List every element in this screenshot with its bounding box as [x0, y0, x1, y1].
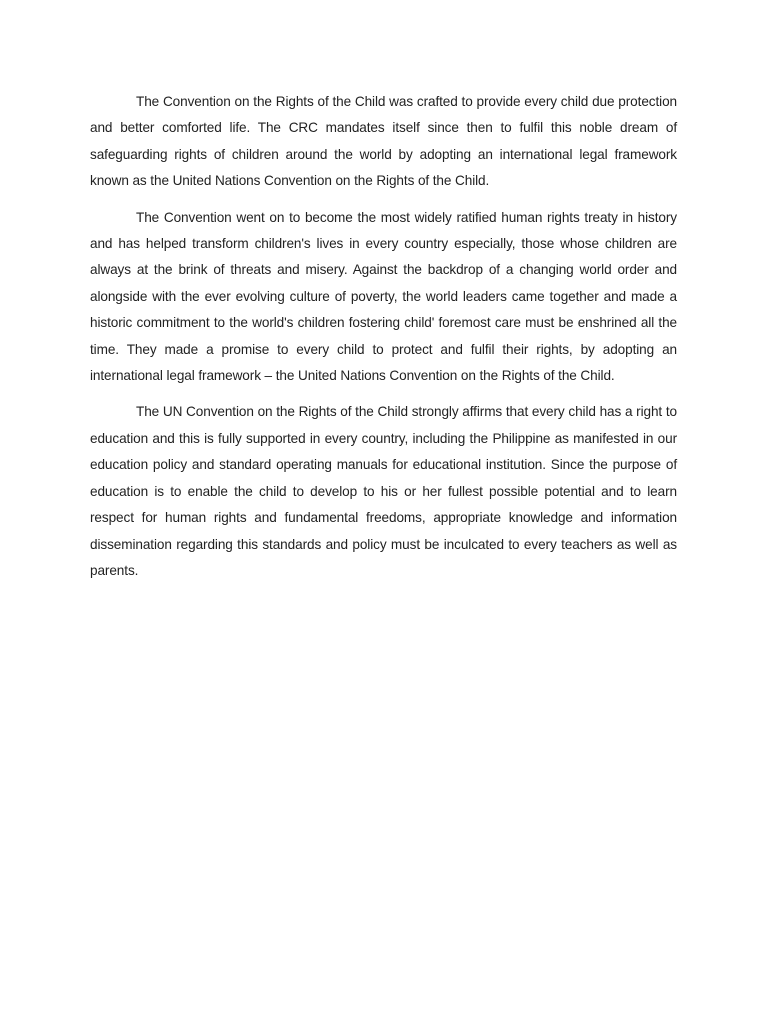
document-body: [90, 89, 677, 594]
paragraph-2: The Convention went on to become the most widely ratified human rights treaty in history and has helped transform children's lives in every country especially, those whose children are always at the brink of threats and misery. Against the backdrop of a changing world order and alongside with the ever evolving culture of poverty, the world leaders came together and made a historic commitment to the world's children fostering child' foremost care must be enshrined all the time. They made a promise to every child to protect and fulfil their rights, by adopting an international legal framework – the United Nations Convention on the Rights of the Child.: [90, 209, 677, 384]
paragraph-1: The Convention on the Rights of the Child was crafted to provide every child due protection and better comforted life. The CRC mandates itself since then to fulfil this noble dream of safeguarding rights of children around the world by adopting an international legal framework known as the United Nations Convention on the Rights of the Child.: [90, 94, 677, 189]
paragraph-3: The UN Convention on the Rights of the Child strongly affirms that every child has a right to education and this is fully supported in every country, including the Philippine as manifested in our education policy and standard operating manuals for educational institution. Since the purpose of education is to enable the child to develop to his or her fullest possible potential and to learn respect for human rights and fundamental freedoms, appropriate knowledge and information dissemination regarding this standards and policy must be inculcated to every teachers as well as parents.: [90, 404, 677, 578]
